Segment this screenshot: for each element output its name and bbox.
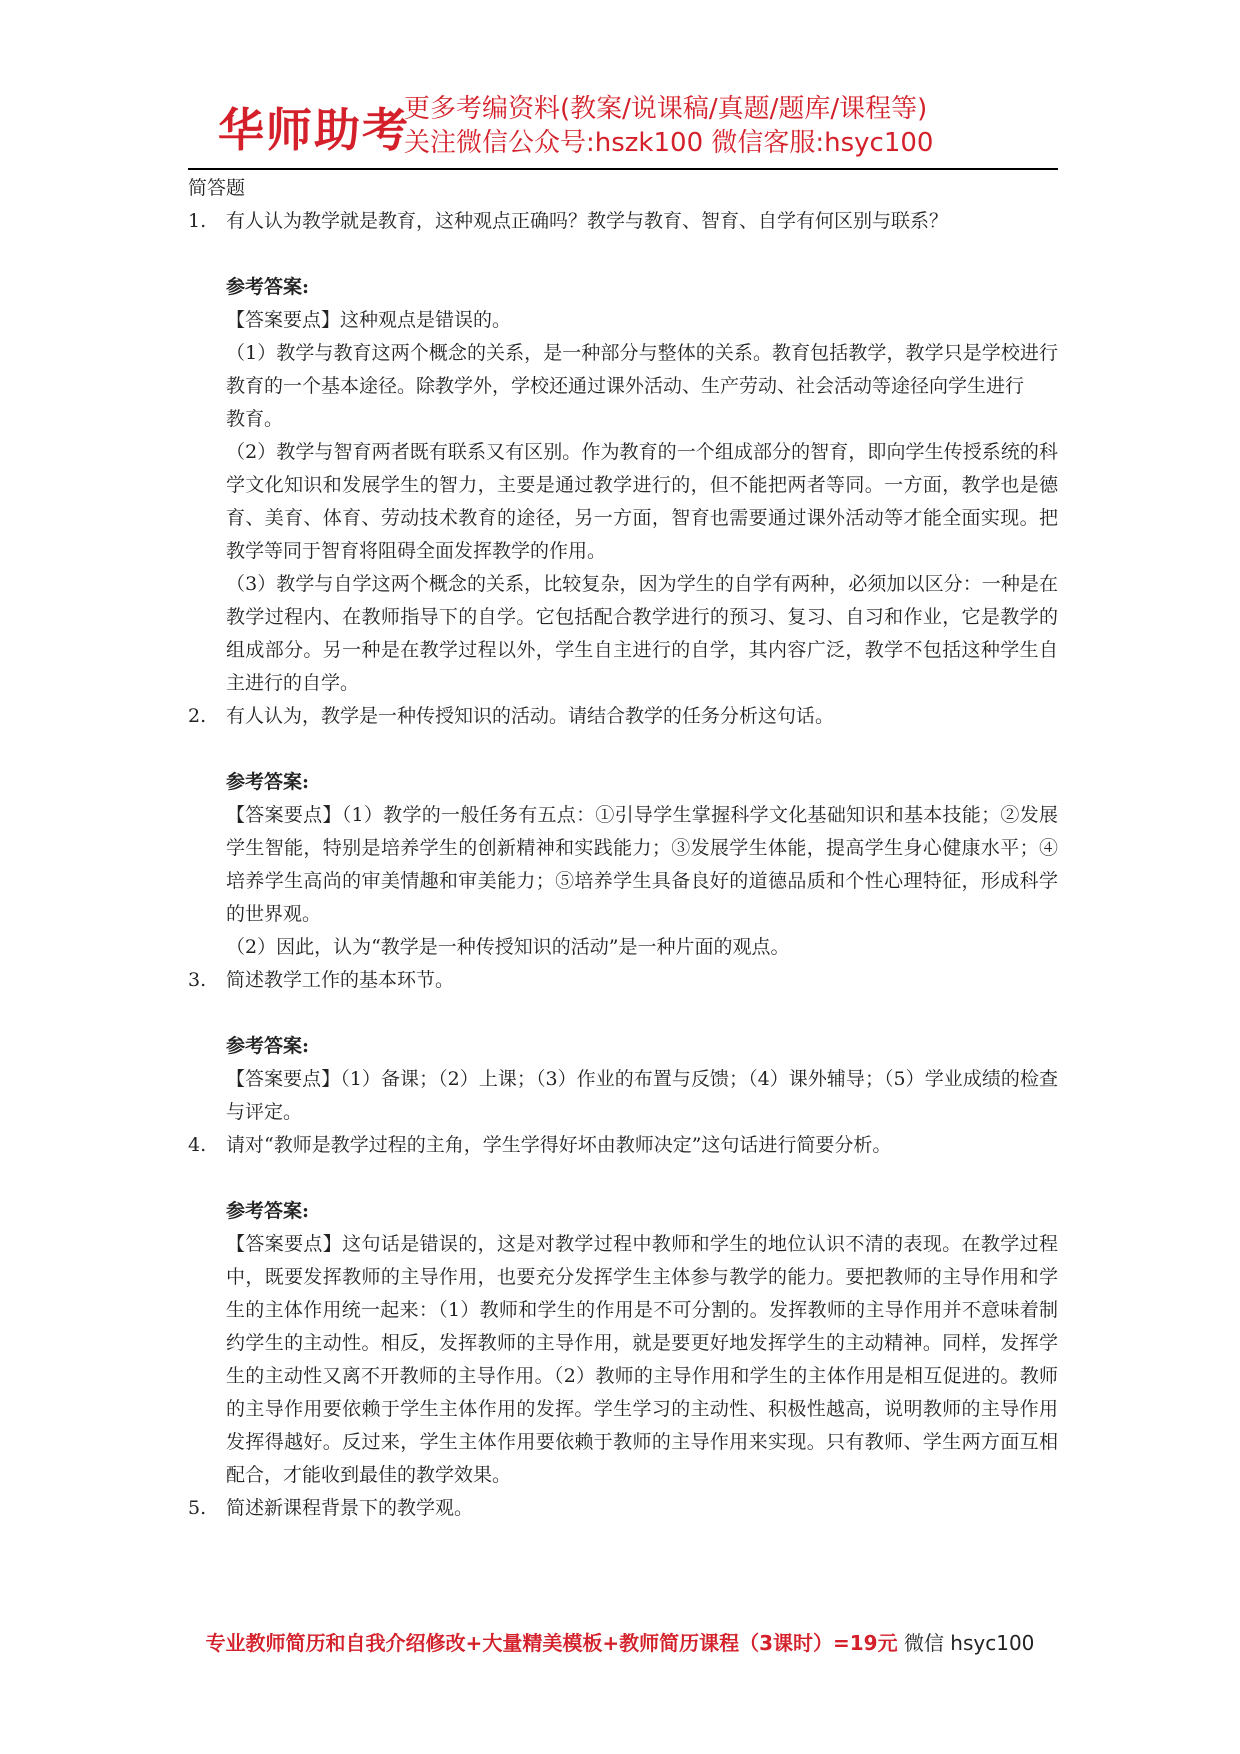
- answer-paragraph: （3）教学与自学这两个概念的关系，比较复杂，因为学生的自学有两种，必须加以区分：一种是在教学过程内、在教师指导下的自学。它包括配合教学进行的预习、复习、自习和作业，它是教学的组成部分。另一种是在教学过程以外，学生自主进行的自学，其内容广泛，教学不包括这种学生自主进行的自学。: [226, 573, 1058, 694]
- answer-paragraph: 【答案要点】这句话是错误的，这是对教学过程中教师和学生的地位认识不清的表现。在教学过程中，既要发挥教师的主导作用，也要充分发挥学生主体参与教学的能力。要把教师的主导作用和学生的主体作用统一起来：（1）教师和学生的作用是不可分割的。发挥教师的主导作用并不意味着制约学生的主动性。相反，发挥教师的主导作用，就是要更好地发挥学生的主动精神。同样，发挥学生的主动性又离不开教师的主导作用。（2）教师的主导作用和学生的主体作用是相互促进的。教师的主导作用要依赖于学生主体作用的发挥。学生学习的主动性、积极性越高，说明教师的主导作用发挥得越好。反过来，学生主体作用要依赖于教师的主导作用来实现。只有教师、学生两方面互相配合，才能收到最佳的教学效果。: [226, 1233, 1058, 1486]
- header-promo: [404, 92, 933, 160]
- header-banner: [218, 88, 1048, 168]
- question-text: 有人认为教学就是教育，这种观点正确吗？教学与教育、智育、自学有何区别与联系？: [226, 210, 949, 232]
- brand-logo: 华师助考: [218, 103, 410, 157]
- section-title: 简答题: [188, 177, 246, 199]
- footer-promo: 专业教师简历和自我介绍修改+大量精美模板+教师简历课程（3课时）=19元: [205, 1631, 898, 1655]
- answer-label: 参考答案:: [226, 1035, 310, 1057]
- document-body: [188, 172, 1058, 1525]
- answer-2: [226, 766, 1058, 964]
- question-number: 3.: [188, 969, 207, 991]
- promo-line-2: 关注微信公众号:hszk100 微信客服:hsyc100: [404, 128, 934, 158]
- answer-paragraph: （2）因此，认为“教学是一种传授知识的活动”是一种片面的观点。: [226, 936, 790, 958]
- answer-paragraph: （2）教学与智育两者既有联系又有区别。作为教育的一个组成部分的智育，即向学生传授系统的科学文化知识和发展学生的智力，主要是通过教学进行的，但不能把两者等同。一方面，教学也是德育、美育、体育、劳动技术教育的途径，另一方面，智育也需要通过课外活动等才能全面实现。把教学等同于智育将阻碍全面发挥教学的作用。: [226, 441, 1058, 562]
- answer-1: [226, 271, 1058, 700]
- answer-paragraph: 教育。: [226, 408, 284, 430]
- header-divider: [188, 168, 1058, 170]
- question-5: [188, 1492, 1058, 1525]
- question-3: [188, 964, 1058, 997]
- promo-line-1: 更多考编资料(教案/说课稿/真题/题库/课程等): [404, 94, 928, 124]
- answer-paragraph: 【答案要点】（1）备课；（2）上课；（3）作业的布置与反馈；（4）课外辅导；（5）学业成绩的检查与评定。: [226, 1068, 1058, 1123]
- question-1: [188, 205, 1058, 238]
- answer-paragraph: 【答案要点】这种观点是错误的。: [226, 309, 512, 331]
- answer-label: 参考答案:: [226, 276, 310, 298]
- footer-ad: [0, 1627, 1240, 1656]
- answer-paragraph: （1）教学与教育这两个概念的关系，是一种部分与整体的关系。教育包括教学，教学只是学校进行教育的一个基本途径。除教学外，学校还通过课外活动、生产劳动、社会活动等途径向学生进行: [226, 342, 1058, 397]
- question-number: 2.: [188, 705, 207, 727]
- footer-contact: 微信 hsyc100: [897, 1631, 1035, 1655]
- answer-4: [226, 1195, 1058, 1492]
- question-text: 简述教学工作的基本环节。: [226, 969, 455, 991]
- answer-3: [226, 1030, 1058, 1129]
- question-number: 1.: [188, 210, 207, 232]
- question-2: [188, 700, 1058, 733]
- question-text: 简述新课程背景下的教学观。: [226, 1497, 474, 1519]
- answer-label: 参考答案:: [226, 771, 310, 793]
- answer-label: 参考答案:: [226, 1200, 310, 1222]
- question-text: 请对“教师是教学过程的主角，学生学得好坏由教师决定”这句话进行简要分析。: [226, 1134, 892, 1156]
- question-number: 4.: [188, 1134, 207, 1156]
- answer-paragraph: 【答案要点】（1）教学的一般任务有五点：①引导学生掌握科学文化基础知识和基本技能；②发展学生智能，特别是培养学生的创新精神和实践能力；③发展学生体能，提高学生身心健康水平；④培养学生高尚的审美情趣和审美能力；⑤培养学生具备良好的道德品质和个性心理特征，形成科学的世界观。: [226, 804, 1058, 925]
- question-4: [188, 1129, 1058, 1162]
- question-number: 5.: [188, 1497, 207, 1519]
- question-text: 有人认为，教学是一种传授知识的活动。请结合教学的任务分析这句话。: [226, 705, 835, 727]
